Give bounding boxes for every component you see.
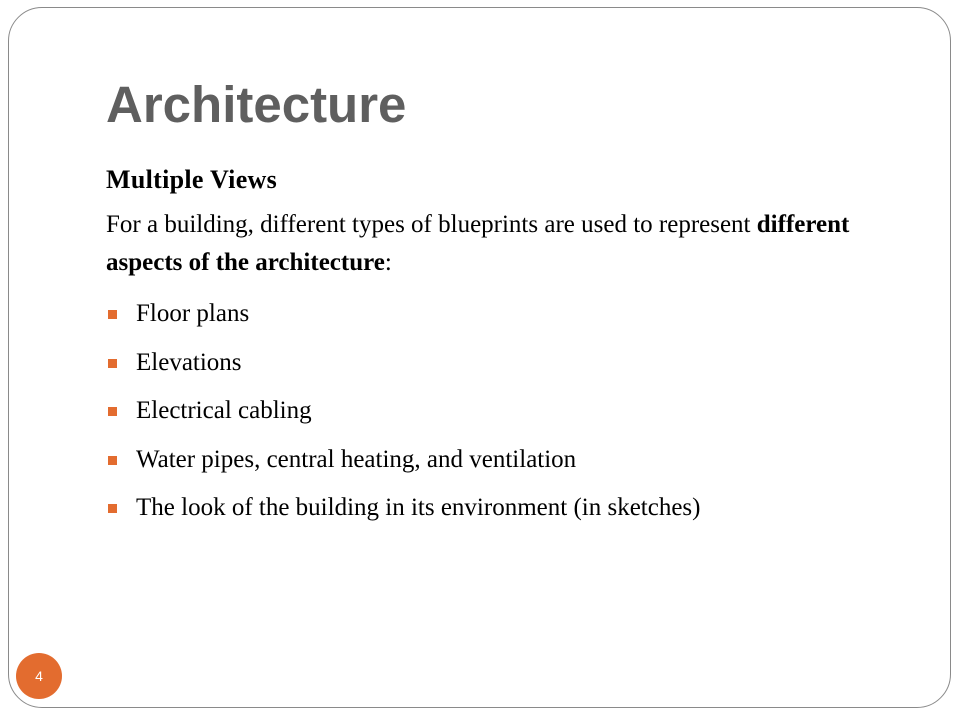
intro-colon: : xyxy=(384,249,392,276)
bullet-text: Electrical cabling xyxy=(136,397,312,424)
intro-text: For a building, different types of blueprints are used to represent xyxy=(106,211,757,238)
list-item xyxy=(106,339,906,388)
bullet-text: The look of the building in its environment (in sketches) xyxy=(136,494,701,521)
square-bullet-icon xyxy=(108,359,117,368)
intro-emphasis: different aspects of the architecture xyxy=(106,211,850,276)
subheading: Multiple Views xyxy=(106,165,278,194)
square-bullet-icon xyxy=(108,310,117,319)
bullet-text: Water pipes, central heating, and ventilation xyxy=(136,445,577,473)
list-item xyxy=(106,436,906,485)
bullet-text: Floor plans xyxy=(136,300,250,327)
bullet-list xyxy=(106,290,906,533)
square-bullet-icon xyxy=(108,456,117,465)
page-number-badge: 4 xyxy=(16,653,62,699)
list-item xyxy=(106,290,906,339)
square-bullet-icon xyxy=(108,407,117,416)
bullet-text: Elevations xyxy=(136,348,242,376)
list-item xyxy=(106,484,906,533)
intro-paragraph xyxy=(106,206,906,282)
slide-body xyxy=(106,158,906,533)
list-item xyxy=(106,387,906,436)
slide-title: Architecture xyxy=(106,76,407,133)
square-bullet-icon xyxy=(108,504,117,513)
